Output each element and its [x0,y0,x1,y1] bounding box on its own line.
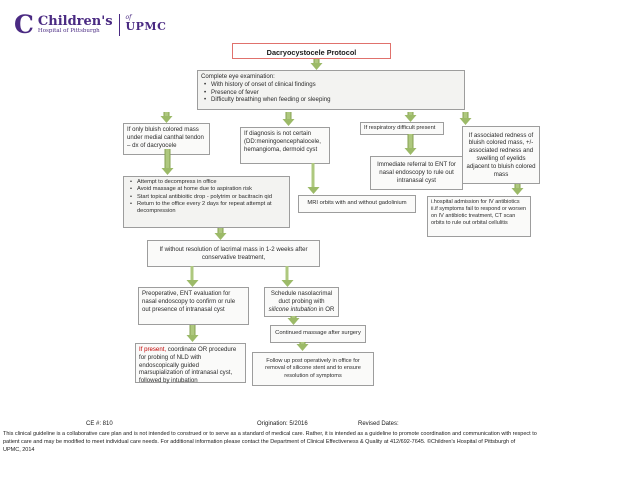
logo-wordmark [38,15,113,35]
footer-disclaimer-line: This clinical guideline is a collaborative care plan and is not intended to construed or to serve as a standard of medical care. Rather, it is intended as a guideline to promote coordination and communication with respect to [3,431,537,437]
node-no-resolution: If without resolution of lacrimal mass in 1-2 weeks after conservative treatment, [147,240,320,267]
node-iv-antibiotics-admission: i.hospital admission for IV antibiotics ii.if symptoms fail to respond or worsen on IV antibiotic treatment, CT scan orbits to rule out orbital cellulitis [427,196,531,237]
flow-arrow-massage-to-followup [296,342,309,351]
decompress-bullet: • Start topical antibioitic drop - polytrim or bacitracin qid [129,194,286,201]
flow-arrow-bluish-to-decompress [161,149,174,175]
logo-of: of [125,14,132,22]
flow-arrow-schedule-to-massage [287,316,300,325]
node-schedule-probing [264,287,339,317]
schedule-text-post: in OR [317,305,335,313]
flow-arrow-exam-to-redness [459,112,472,125]
footer-ce-number: CE #: 810 [86,421,113,427]
if-present-red-text: If present, [139,346,167,353]
flow-connector-resolution-to-preop [186,266,199,287]
node-preop-ent-eval: Preoperative, ENT evaluation for nasal endoscopy to confirm or rule out presence of intranasal cyst [138,287,249,325]
flow-arrow-exam-to-respiratory [404,112,417,122]
footer-origination: Origination: 5/2016 [257,421,308,427]
schedule-text-italic: silicone intubation [268,305,318,313]
node-decompress-steps [123,176,290,228]
footer-revised-dates: Revised Dates: [358,421,399,427]
flow-connector-resolution-to-schedule [281,266,294,287]
flow-arrow-respiratory-to-referral [404,134,417,155]
node-bluish-mass: If only bluish colored mass under medial canthal tendon – dx of dacryocele [123,123,210,155]
node-continued-massage: Continued massage after surgery [270,325,366,343]
node-complete-eye-exam [197,70,465,110]
node-immediate-referral: Immediate referral to ENT for nasal endoscopy to rule out intranasal cyst [370,156,463,190]
flow-arrow-redness-to-admission [511,184,524,195]
flow-arrow-exam-to-bluish [160,112,173,123]
node-diagnosis-uncertain: If diagnosis is not certain (DD:meningoencephalocele, hemangioma, dermoid cyst [240,127,330,164]
schedule-text-pre: Schedule nasolacrimal duct probing with [270,290,333,306]
node-if-present-or-procedure [135,343,246,383]
protocol-title: Dacryocystocele Protocol [232,43,391,59]
flow-arrow-decompress-to-resolution [214,228,227,240]
schedule-text [268,290,335,313]
node-mri-orbits: MRI orbits with and without gadolinium [298,195,416,213]
node-respiratory-difficulty: If respiratory difficult present [360,122,444,135]
flow-connector-diagnosis-to-mri [307,163,320,194]
decompress-bullet: • Avoid massage at home due to aspiration risk [129,186,286,193]
flow-arrow-exam-to-diagnosis [282,112,295,126]
node-associated-redness: If associated redness of bluish colored mass, +/- associated redness and swelling of eyelids adjacent to bluish colored mass [462,126,540,184]
exam-bullet: • Presence of fever [203,89,461,97]
logo-upmc-block [126,15,167,33]
chp-upmc-logo [14,12,166,37]
decompress-bullet: • Attempt to decompress in office [129,179,286,186]
footer-disclaimer-line: patient care and may be modified to meet individual care needs. For additional information please contact the Department of Clinical Effectiveness & Quality at 412/692-7645. ©Children's Hospital of Pittsburgh of [3,439,516,445]
exam-bullet: • With history of onset of clinical findings [203,81,461,89]
decompress-bullet-list [127,179,286,215]
flow-arrow-title-to-exam [310,59,323,70]
exam-heading: Complete eye examination: [201,73,275,80]
flow-arrow-preop-to-ifpresent [186,325,199,342]
logo-hospital-name: Children's [37,13,113,29]
chp-logo-icon: C [14,10,34,39]
exam-bullet-list [201,81,461,104]
exam-bullet: • Difficulty breathing when feeding or sleeping [203,96,461,104]
decompress-bullet: • Return to the office every 2 days for repeat attempt at decompression [129,201,286,216]
node-followup: Follow up post operatively in office for removal of silicone stent and to ensure resolution of symptoms [252,352,374,386]
logo-tagline: Hospital of Pittsburgh [37,28,100,35]
logo-upmc: UPMC [125,20,167,34]
if-present-rest-text: coordinate OR procedure for probing of NLD with endoscopically guided marsupialization of intranasal cyst, followed by intubation [139,346,237,385]
footer-disclaimer-line: UPMC, 2014 [3,447,35,453]
logo-divider [119,14,120,36]
